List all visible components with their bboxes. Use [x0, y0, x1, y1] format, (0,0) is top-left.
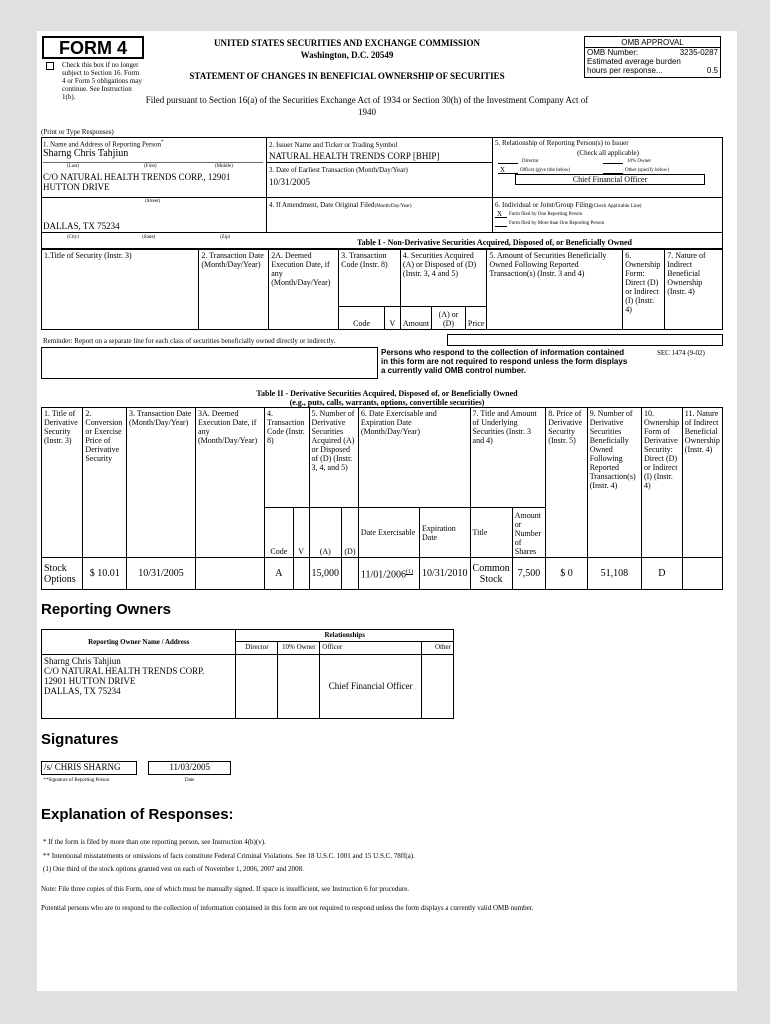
date-label: Date — [184, 778, 195, 783]
t1-aord: (A) or (D) — [432, 307, 466, 330]
reporting-person-name: Sharng Chris Tahjiun — [43, 148, 129, 159]
omb-number: 3235-0287 — [679, 48, 718, 57]
t2-col1: 1. Title of Derivative Security (Instr. 3) — [42, 408, 83, 558]
t1-col1: 1.Title of Security (Instr. 3) — [42, 250, 199, 330]
street-label: (Street) — [145, 199, 160, 204]
t2-amount-num: Amount or Number of Shares — [512, 508, 546, 558]
signature-table — [41, 761, 231, 787]
t2-col7: 7. Title and Amount of Underlying Securities (Instr. 3 and 4) — [470, 408, 546, 508]
row-form: D — [641, 558, 682, 590]
agency-line1: UNITED STATES SECURITIES AND EXCHANGE COMMISSION — [214, 38, 480, 48]
reminder-left-box — [41, 347, 378, 379]
t1-code: Code — [339, 307, 385, 330]
explanation-heading: Explanation of Responses: — [41, 806, 234, 823]
t2-col11: 11. Nature of Indirect Beneficial Ownership (Instr. 4) — [682, 408, 722, 558]
officer-value: Chief Financial Officer — [320, 655, 422, 719]
signature-label: **Signature of Reporting Person — [43, 778, 110, 783]
sec-number: SEC 1474 (9-02) — [657, 349, 705, 357]
row-owned: 51,108 — [587, 558, 641, 590]
row-deriv-price: $ 0 — [546, 558, 587, 590]
row-code: A — [264, 558, 293, 590]
potential-persons-note: Potential persons who are to respond to the collection of information contained in this form are not required to respond unless the form displays a currently valid OMB number. — [41, 904, 534, 912]
row-a: 15,000 — [309, 558, 342, 590]
t1-col3: 3. Transaction Code (Instr. 8) — [339, 250, 401, 307]
zip-label: (Zip) — [220, 235, 231, 240]
row-d — [342, 558, 359, 590]
t1-amount: Amount — [400, 307, 431, 330]
other-option: Other (specify below) — [625, 168, 669, 173]
t2-col2: 2. Conversion or Exercise Price of Derivative Security — [83, 408, 127, 558]
reminder-text: Reminder: Report on a separate line for each class of securities beneficially owned directly or indirectly. — [43, 337, 336, 345]
ten-owner-header: 10% Owner — [278, 642, 320, 655]
t2-col9: 9. Number of Derivative Securities Beneficially Owned Following Reported Transaction(s) (Instr. 4) — [587, 408, 641, 558]
signature-name: /s/ CHRIS SHARNG — [42, 762, 137, 775]
row-exp: 10/31/2010 — [419, 558, 470, 590]
omb-title: OMB APPROVAL — [621, 38, 684, 47]
row-deemed — [196, 558, 265, 590]
row-nature — [682, 558, 722, 590]
reporting-person-label: 1. Name and Address of Reporting Person* — [43, 140, 164, 149]
owner-name-address: Sharng Chris Tahjiun C/O NATURAL HEALTH TRENDS CORP. 12901 HUTTON DRIVE DALLAS, TX 75234 — [42, 655, 236, 719]
statement-title: STATEMENT OF CHANGES IN BENEFICIAL OWNERSHIP OF SECURITIES — [189, 71, 505, 81]
t1-col6: 6. Ownership Form: Direct (D) or Indirect (I) (Instr. 4) — [623, 250, 665, 330]
filed-pursuant: Filed pursuant to Section 16(a) of the Securities Exchange Act of 1934 or Section 30(h) of the Investment Company Act of 1940 — [145, 95, 589, 117]
t2-exp: Expiration Date — [419, 508, 470, 558]
earliest-transaction-value: 10/31/2005 — [269, 177, 311, 187]
section16-checkbox[interactable] — [46, 62, 54, 70]
file-copies-note: Note: File three copies of this Form, one of which must be manually signed. If space is insufficient, see Instruction 6 for procedure. — [41, 885, 410, 893]
form-title-box — [42, 36, 144, 59]
t1-col5: 5. Amount of Securities Beneficially Owned Following Reported Transaction(s) (Instr. 3 and 4) — [487, 250, 623, 330]
row-v — [293, 558, 309, 590]
issuer-label: 2. Issuer Name and Ticker or Trading Symbol — [269, 141, 398, 149]
t2-code: Code — [264, 508, 293, 558]
t2-date-ex: Date Exercisable — [358, 508, 419, 558]
explanation-note3: (1) One third of the stock options granted vest on each of November 1, 2006, 2007 and 2008. — [43, 865, 304, 873]
explanation-note1: * If the form is filed by more than one reporting person, see Instruction 4(b)(v). — [43, 838, 266, 846]
t2-col5: 5. Number of Derivative Securities Acquired (A) or Disposed of (D) (Instr. 3, 4, and 5) — [309, 408, 358, 508]
t2-col10: 10. Ownership Form of Derivative Security: Direct (D) or Indirect (I) (Instr. 4) — [641, 408, 682, 558]
issuer-value: NATURAL HEALTH TRENDS CORP [BHIP] — [269, 151, 440, 161]
t2-a: (A) — [309, 508, 342, 558]
t2-col4: 4. Transaction Code (Instr. 8) — [264, 408, 309, 508]
omb-number-label: OMB Number: — [587, 48, 639, 57]
omb-hours-label: hours per response... — [587, 66, 663, 75]
omb-approval-box — [584, 36, 721, 78]
t2-v: V — [293, 508, 309, 558]
last-label: (Last) — [67, 164, 79, 169]
row-footnote[interactable]: (1) — [406, 568, 414, 575]
t2-col3a: 3A. Deemed Execution Date, if any (Month/Day/Year) — [196, 408, 265, 558]
state-label: (State) — [142, 235, 156, 240]
relationships-header: Relationships — [236, 630, 454, 642]
t2-col6: 6. Date Exercisable and Expiration Date (Month/Day/Year) — [358, 408, 470, 508]
t1-col2: 2. Transaction Date (Month/Day/Year) — [199, 250, 269, 330]
table2-subtitle: (e.g., puts, calls, warrants, options, convertible securities) — [289, 398, 485, 407]
relationship-label: 5. Relationship of Reporting Person(s) to Issuer — [495, 139, 629, 147]
t1-v: V — [384, 307, 400, 330]
signature-date: 11/03/2005 — [149, 762, 231, 775]
row-price: $ 10.01 — [83, 558, 127, 590]
filing-type-label: 6. Individual or Joint/Group Filing(Check Applicable Line) — [495, 201, 642, 209]
reporting-person-city: DALLAS, TX 75234 — [43, 221, 120, 231]
t2-title: Title — [470, 508, 512, 558]
t1-col4: 4. Securities Acquired (A) or Disposed of (D) (Instr. 3, 4 and 5) — [400, 250, 486, 307]
city-label: (City) — [67, 235, 79, 240]
table2-title: Table II - Derivative Securities Acquired, Disposed of, or Beneficially Owned — [256, 389, 518, 398]
row-security: Stock Options — [42, 558, 83, 590]
t2-d: (D) — [342, 508, 359, 558]
table2-row — [42, 558, 723, 590]
t1-col7: 7. Nature of Indirect Beneficial Ownership (Instr. 4) — [665, 250, 723, 330]
omb-hours: 0.5 — [706, 66, 718, 75]
middle-label: (Middle) — [215, 164, 233, 169]
first-label: (First) — [144, 164, 157, 169]
table2 — [41, 407, 723, 590]
director-option: Director — [522, 159, 539, 164]
other-header: Other — [422, 642, 454, 655]
relationship-sub: (Check all applicable) — [577, 149, 639, 157]
one-person-option: Form filed by One Reporting Person — [509, 212, 583, 217]
t2-col8: 8. Price of Derivative Security (Instr. 5) — [546, 408, 587, 558]
officer-title: Chief Financial Officer — [572, 175, 648, 184]
ten-owner-option: 10% Owner — [627, 159, 652, 164]
reporting-owners-heading: Reporting Owners — [41, 601, 172, 618]
signatures-heading: Signatures — [41, 731, 119, 748]
reporting-person-address: C/O NATURAL HEALTH TRENDS CORP., 12901 HUTTON DRIVE — [43, 172, 231, 192]
row-amount: 7,500 — [512, 558, 546, 590]
agency-line2: Washington, D.C. 20549 — [300, 50, 394, 60]
table1 — [41, 249, 723, 330]
director-header: Director — [236, 642, 278, 655]
officer-header: Officer — [320, 642, 422, 655]
form-title: FORM 4 — [58, 38, 127, 58]
form-page — [37, 31, 737, 991]
earliest-transaction-label: 3. Date of Earliest Transaction (Month/Day/Year) — [269, 166, 408, 174]
row-title: Common Stock — [470, 558, 512, 590]
reporting-owners-table — [41, 629, 454, 719]
print-type-note: (Print or Type Responses) — [41, 128, 114, 136]
t2-col3: 3. Transaction Date (Month/Day/Year) — [127, 408, 196, 558]
t1-col2a: 2A. Deemed Execution Date, if any (Month/Day/Year) — [269, 250, 339, 330]
t1-price: Price — [465, 307, 486, 330]
persons-respond-text: Persons who respond to the collection of information contained in this form are not required to respond unless the form displays a currently valid OMB control number. — [381, 348, 628, 375]
officer-checkmark: X — [500, 166, 506, 174]
explanation-note2: ** Intentional misstatements or omissions of facts constitute Federal Criminal Violations. See 18 U.S.C. 1001 and 15 U.S.C. 78ff(a). — [43, 852, 415, 860]
table1-title: Table I - Non-Derivative Securities Acquired, Disposed of, or Beneficially Owned — [357, 238, 632, 247]
officer-option: Officer (give title below) — [520, 168, 571, 173]
reminder-right-box — [447, 334, 723, 346]
row-date: 10/31/2005 — [127, 558, 196, 590]
omb-burden-label: Estimated average burden — [587, 57, 681, 66]
row-date-ex: 11/01/2006$^{(1)}$ — [358, 558, 419, 590]
amendment-label: 4. If Amendment, Date Original Filed(Month/Day/Year) — [269, 201, 412, 209]
more-person-option: Form filed by More than One Reporting Person — [509, 221, 605, 226]
one-person-checkmark: X — [497, 210, 503, 218]
checkbox-text: Check this box if no longer subject to Section 16. Form 4 or Form 5 obligations may continue. See Instruction 1(b). — [62, 61, 142, 101]
owner-name-header: Reporting Owner Name / Address — [42, 630, 236, 655]
